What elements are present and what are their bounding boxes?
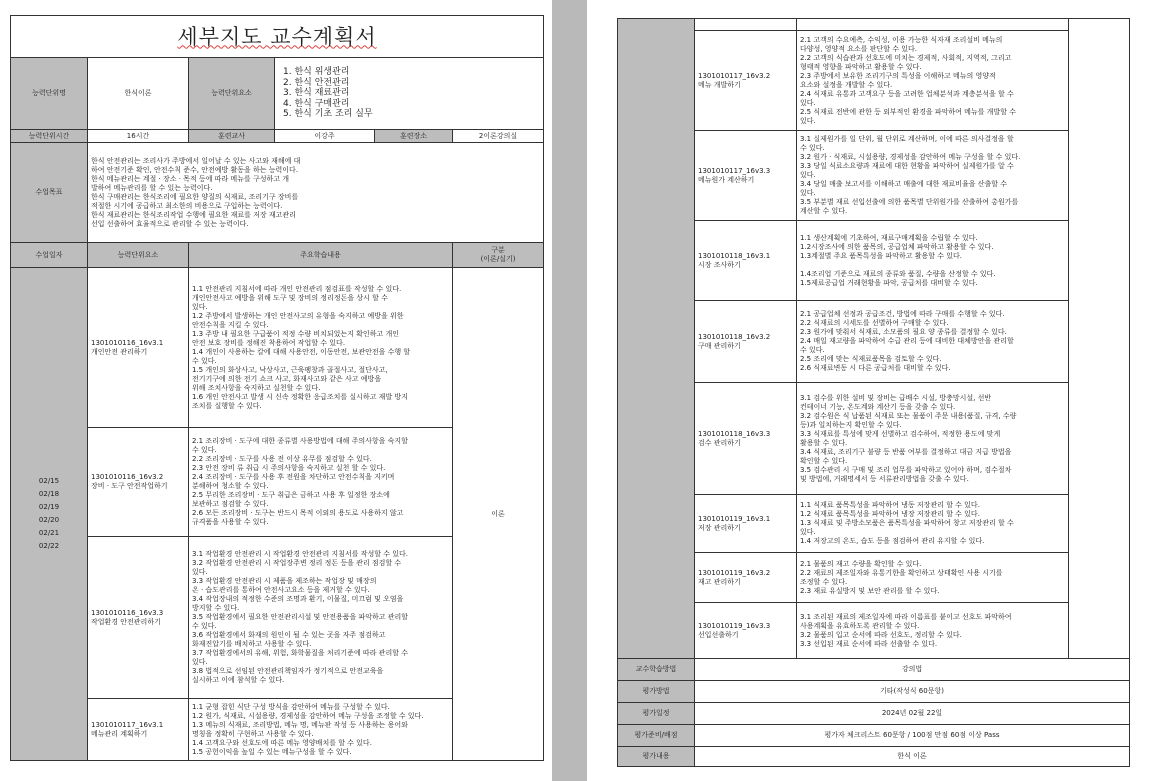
content-cell	[189, 428, 453, 537]
eval-content-value: 한식 이론	[695, 747, 1130, 767]
content-line: 있다.	[192, 658, 208, 666]
content-line: 1.1 안전관리 지침서에 따라 개인 안전관리 점검표를 작성할 수 있다.	[192, 284, 402, 293]
content-line: 안전수칙을 지킬 수 있다.	[192, 320, 269, 329]
content-line: 개인안전사고 예방을 위해 도구 및 장비의 정리정돈을 상시 할 수	[192, 293, 388, 302]
date-cell	[11, 268, 88, 761]
place-label: 훈련장소	[375, 130, 453, 143]
content-line: 등)과 일치하는지 확인할 수 있다.	[800, 420, 902, 429]
content-line: 3.2 작업환경 안전관리 시 작업장주변 정리 정돈 등을 관리 점검할 수	[192, 559, 402, 567]
goal-label: 수업목표	[11, 143, 88, 243]
element-cell: 1301010119_16v3.3 선입선출하기	[695, 603, 797, 659]
content-line: 있다.	[800, 98, 816, 107]
content-line: 2.2 조리장비 · 도구를 사용 전 이상 유무를 점검할 수 있다.	[192, 455, 372, 463]
content-cell	[797, 131, 1069, 221]
element-label: 능력단위요소	[189, 58, 275, 130]
content-cell	[189, 268, 453, 428]
eval-content-label: 평가내용	[618, 747, 695, 767]
date-item: 02/21	[38, 529, 60, 537]
content-cell	[797, 301, 1069, 383]
content-line: 3.6 작업환경에서 화재의 원인이 될 수 있는 곳을 자주 점검하고	[192, 631, 386, 639]
content-line: 2.1 조리장비 · 도구에 대한 종류별 사용방법에 대해 주의사항을 숙지할	[192, 437, 408, 445]
element-cell: 1301010116_16v3.3 작업환경 안전관리하기	[88, 537, 189, 699]
content-line: 3.2 원가 · 식재료, 시설용량, 경제성을 감안하여 메뉴 구성을 할 수 있다.	[800, 153, 1021, 161]
content-line: 1.1 생산계획에 기초하여, 재료구매계획을 수립할 수 있다.	[800, 233, 978, 242]
content-line: 1.4 고객요구와 선호도에 따른 메뉴 영양배치를 할 수 있다.	[192, 738, 372, 747]
place-value: 2이론강의실	[453, 130, 544, 143]
content-line: 조치를 실행할 수 있다.	[192, 401, 262, 410]
content-cell	[797, 603, 1069, 659]
content-line: 3.5 부분별 재료 선입선출에 의한 품목별 단위원가를 산출하여 총원가를	[800, 198, 1019, 206]
content-line: 위해 조치사항을 숙지하고 실천할 수 있다.	[192, 383, 321, 392]
lesson-plan-table-page-1	[10, 15, 544, 761]
content-line: 요소와 설정을 개발할 수 있다.	[800, 80, 893, 89]
content-line: 온 · 습도관리를 통하여 안전사고요소 등을 제거할 수 있다.	[192, 586, 370, 594]
content-line: 3.3 식재료를 특성에 맞게 선별하고 검수하여, 적정한 용도에 맞게	[800, 429, 1001, 438]
content-line: 1.6 개인 안전사고 발생 시 신속 정확한 응급조치를 실시하고 재발 방지	[192, 392, 408, 401]
method-value: 강의법	[695, 659, 1130, 681]
date-item: 02/15	[38, 477, 60, 485]
lesson-plan-table-page-2	[617, 18, 1130, 767]
content-cell	[189, 699, 453, 761]
document-title: 세부지도 교수계획서	[11, 16, 544, 58]
content-line: 2.4 식재료 유통과 고객요구 등을 고려한 업체분석과 계층분석을 할 수	[800, 89, 1014, 98]
content-line: 3.2 검수원은 식 납품된 식재료 또는 물품이 주문 내용(품질, 규격, 수량	[800, 411, 1017, 420]
eval-criteria-value: 평가자 체크리스트 60문항 / 100점 만점 60점 이상 Pass	[695, 725, 1130, 747]
content-line: 있다.	[192, 302, 208, 311]
element-cell: 1301010117_16v3.3 메뉴원가 계산하기	[695, 131, 797, 221]
content-line: 2.6 식재료변동 시 다른 공급처를 대비할 수 있다.	[800, 364, 951, 372]
type-header: 구분 (이론/실기)	[453, 243, 544, 268]
goal-line: 적절한 시기에 공급하고 최소한의 비용으로 구입하는 능력이다.	[91, 201, 283, 210]
element-cell: 1301010116_16v3.1 개인안전 관리하기	[88, 268, 189, 428]
content-line: 2.4 조리장비 · 도구를 사용 후 전원을 차단하고 안전수칙을 지키며	[192, 473, 395, 481]
unit-name-label: 능력단위명	[11, 58, 88, 130]
element-cell: 1301010116_16v3.2 장비 · 도구 안전작업하기	[88, 428, 189, 537]
date-item: 02/20	[38, 516, 60, 524]
content-line: 2.2 식재료의 시세도를 선별하여 구매할 수 있다.	[800, 319, 949, 327]
content-line: 실시하고 이에 참석할 수 있다.	[192, 676, 285, 684]
element-item: 5. 한식 기초 조리 실무	[283, 109, 373, 120]
content-line: 명칭을 정확히 구현하고 사용할 수 있다.	[192, 729, 314, 738]
content-line: 1.4조리업 기준으로 재료의 종류와 품질, 수량을 산정할 수 있다.	[800, 269, 996, 278]
content-line: 3.1 실제원가를 일 단위, 월 단위로 계산하며, 이에 따른 의사결정을 할	[800, 135, 1014, 143]
teacher-label: 훈련교사	[189, 130, 275, 143]
content-line: 3.1 조리된 재료의 제조일자에 따라 이름표를 붙이고 선호도 파악하여	[800, 612, 1012, 621]
content-line: 1.5제료공급업 거래현황을 파악, 공급처를 대비할 수 있다.	[800, 278, 978, 287]
goal-line: 하여 안전기준 확인, 안전수칙 준수, 안전예방 활동을 하는 능력이다.	[91, 165, 299, 174]
element-cell: 1301010117_16v3.1 메뉴관리 계획하기	[88, 699, 189, 761]
content-line: 사용계획을 유효하도록 관리할 수 있다.	[800, 621, 920, 630]
content-line: 전기기구에 의한 전기 쇼크 사고, 화재사고와 같은 사고 예방을	[192, 374, 382, 383]
date-item: 02/22	[38, 542, 60, 550]
content-line: 있다.	[800, 171, 816, 179]
element-cell: 1301010118_16v3.3 검수 관리하기	[695, 383, 797, 495]
goal-line: 한식 안전관리는 조리사가 주방에서 일어날 수 있는 사고와 재해에 대	[91, 156, 301, 165]
content-line: 2.1 물품의 재고 수량을 확인할 수 있다.	[800, 559, 922, 568]
hours-value: 16시간	[88, 130, 189, 143]
type-cell: 이론	[453, 268, 544, 761]
content-line: 3.4 식재료, 조리기구 불량 등 반품 여부를 결정하고 대금 지급 방법을	[800, 447, 1012, 456]
content-line: 계산할 수 있다.	[800, 207, 848, 215]
content-line: 1.2시장조사에 의한 품목의, 공급업체 파악하고 활용할 수 있다.	[800, 242, 994, 251]
content-line: 화재진압기를 배치하고 사용할 수 있다.	[192, 640, 312, 648]
eval-criteria-label: 평가준비/배점	[618, 725, 695, 747]
date-label: 수업일자	[11, 243, 88, 268]
type-continued-cell	[1069, 19, 1130, 659]
content-line: 1.3 주방 내 필요한 구급품이 적정 수량 비치되었는지 확인하고 개인	[192, 329, 399, 338]
content-line: 및 방법에, 거래명세서 등 서류관리방법을 갖출 수 있다.	[800, 474, 969, 483]
document-page-2	[587, 0, 1157, 781]
content-line: 수 있다.	[192, 446, 217, 454]
content-line: 3.3 선입된 재료 순서에 따라 선출할 수 있다.	[800, 639, 938, 648]
goal-line: 선입 선출하여 효율적으로 관리할 수 있는 능력이다.	[91, 219, 249, 228]
content-line: 안전 보호 장비를 정해진 착용하여 작업할 수 있다.	[192, 338, 346, 347]
content-line: 있다.	[800, 528, 816, 536]
content-line: 다양성, 영양적 요소를 판단할 수 있다.	[800, 44, 918, 53]
goal-line: 한식 메뉴관리는 계절 · 장소 · 목적 등에 따라 메뉴를 구성하고 개	[91, 174, 289, 183]
element-list	[275, 58, 544, 130]
content-line: 2.5 식재료 전반에 관한 등 외부적인 환경을 파악하여 메뉴를 개발할 수	[800, 107, 1016, 116]
date-item: 02/19	[38, 503, 60, 511]
content-line: 1.4 저장고의 온도, 습도 등을 점검하여 관리 유지할 수 있다.	[800, 537, 985, 545]
element-cell: 1301010119_16v3.1 저장 관리하기	[695, 495, 797, 553]
element-cell: 1301010117_16v3.2 메뉴 개발하기	[695, 31, 797, 131]
content-line: 있다.	[800, 189, 816, 197]
content-line: 3.4 작업장내의 적정한 수준의 조명과 환기, 이물질, 미끄럼 및 오염을	[192, 595, 404, 603]
content-line: 2.3 원가에 맞춰서 식재료, 소모품의 필요 양 종류를 결정할 수 있다.	[800, 328, 1007, 336]
element-item: 1. 한식 위생관리	[283, 67, 350, 78]
teacher-value: 이강주	[275, 130, 375, 143]
content-line: 3.7 작업환경에서의 유해, 위험, 화학물질을 처리기준에 따라 관리할 수	[192, 649, 408, 657]
content-line: 2.1 공급업체 선정과 공급조건, 방법에 따라 구매를 수행할 수 있다.	[800, 310, 1005, 318]
content-line: 분해하여 청소할 수 있다.	[192, 482, 269, 490]
content-line: 2.5 무리한 조리장비 · 도구 취급은 금하고 사용 후 일정한 장소에	[192, 491, 390, 499]
content-line: 2.4 매일 재고량을 파악하여 수급 관리 등에 대비한 대체방안을 관리할	[800, 337, 1014, 345]
content-line: 수 있다.	[192, 356, 217, 365]
content-line: 1.3계절별 주요 품목특성을 파악하고 활용할 수 있다.	[800, 251, 962, 260]
content-cell	[797, 383, 1069, 495]
content-line: 3.1 검수를 위한 설비 및 장비는 급배수 시설, 방충망시설, 선반	[800, 393, 992, 402]
content-line: 수 있다.	[800, 144, 825, 152]
element-item: 4. 한식 구매관리	[283, 98, 350, 109]
element-item: 2. 한식 안전관리	[283, 77, 350, 88]
goal-text	[88, 143, 544, 243]
content-line: 1.5 공헌이익을 높일 수 있는 메뉴구성을 할 수 있다.	[192, 747, 352, 756]
date-item: 02/18	[38, 490, 60, 498]
content-line: 2.5 조리에 맞는 식재료품목을 검토할 수 있다.	[800, 355, 942, 363]
content-line: 2.6 모든 조리장비 · 도구는 반드시 목적 이외의 용도로 사용하지 않고	[192, 509, 404, 517]
content-line: 3.5 작업환경에서 필요한 안전관리시설 및 안전용품을 파악하고 관리할	[192, 613, 409, 621]
content-line: 2.3 재료 유실방지 및 보안 관리를 할 수 있다.	[800, 586, 940, 595]
content-line: 3.1 작업환경 안전관리 시 작업환경 안전관리 지침서를 작성할 수 있다.	[192, 550, 408, 558]
content-line: 1.2 주방에서 발생하는 개인 안전사고의 유형을 숙지하고 예방을 위한	[192, 311, 404, 320]
content-line: 1.2 원가, 식재료, 시설용량, 경제성을 감안하여 메뉴 구성을 조정할 수 있다.	[192, 711, 424, 720]
content-line: 규격품을 사용할 수 있다.	[192, 518, 269, 526]
content-line: 수 있다.	[800, 346, 825, 354]
content-line: 3.3 작업환경 안전관리 시 제품을 제조하는 작업장 및 매장의	[192, 577, 377, 585]
content-line: 1.3 메뉴의 식재료, 조리방법, 메뉴 명, 메뉴판 작성 등 사용하는 용어와	[192, 720, 408, 729]
content-line: 형태적 영향을 파악하고 활용할 수 있다.	[800, 62, 922, 71]
date-continued-cell	[618, 19, 695, 659]
content-line: 조정할 수 있다.	[800, 577, 848, 586]
content-line: 3.2 물품의 입고 순서에 따라 선호도, 정리할 수 있다.	[800, 630, 962, 639]
eval-date-label: 평가일정	[618, 703, 695, 725]
content-line: 방지할 수 있다.	[192, 604, 240, 612]
content-header: 주요학습내용	[189, 243, 453, 268]
goal-line: 한식 재료관리는 한식조리작업 수행에 필요한 재료를 저장 재고관리	[91, 210, 296, 219]
content-line: 3.5 검수관리 시 구매 및 조리 업무를 파악하고 있어야 하며, 검수절차	[800, 465, 1012, 474]
method-label: 교수학습방법	[618, 659, 695, 681]
content-line: 컨테이너 기능, 온도계와 계산기 등을 갖출 수 있다.	[800, 402, 956, 411]
content-line: 1.2 식재료 품목특성을 파악하여 냉장 저장관리 할 수 있다.	[800, 510, 980, 518]
element-cell: 1301010118_16v3.1 시장 조사하기	[695, 221, 797, 301]
content-line: 2.2 재료의 제조일자와 유통기한을 확인하고 상태확인 사용 시기를	[800, 568, 1003, 577]
content-line: 2.1 고객의 수요예측, 수익성, 이용 가능한 식자재 조리설비 메뉴의	[800, 35, 1003, 44]
eval-date-value: 2024년 02월 22일	[695, 703, 1130, 725]
eval-method-label: 평가방법	[618, 681, 695, 703]
hours-label: 능력단위시간	[11, 130, 88, 143]
unit-name-value: 한식이론	[88, 58, 189, 130]
content-line: 활용할 수 있다.	[800, 438, 848, 447]
content-line: 2.3 주방에서 보유한 조리기구의 특성을 이해하고 메뉴의 영양적	[800, 71, 996, 80]
content-line: 2.3 안전 장비 류 취급 시 주의사항을 숙지하고 실천 할 수 있다.	[192, 464, 386, 472]
content-line: 수 있다.	[192, 622, 217, 630]
content-line: 1.5 개인의 화상사고, 낙상사고, 근육팽창과 골절사고, 절단사고,	[192, 365, 388, 374]
content-line: 3.8 법적으로 선임된 안전관리책임자가 정기적으로 안전교육을	[192, 667, 384, 675]
content-line: 확인할 수 있다.	[800, 456, 848, 465]
document-page-1	[0, 0, 552, 781]
content-cell	[797, 31, 1069, 131]
eval-method-value: 기타(작성식 60문항)	[695, 681, 1130, 703]
element-cell: 1301010118_16v3.2 구매 관리하기	[695, 301, 797, 383]
goal-line: 발하여 메뉴관리를 할 수 있는 능력이다.	[91, 183, 213, 192]
content-line: 1.1 식재료 품목특성을 파악하여 냉동 저장관리 할 수 있다.	[800, 501, 980, 509]
element-header: 능력단위요소	[88, 243, 189, 268]
content-line: 3.4 당일 매출 보고서를 이해하고 매출에 대한 재료비율을 산출할 수	[800, 180, 1007, 188]
content-line: 1.1 균형 잡힌 식단 구성 방식을 감안하여 메뉴를 구성할 수 있다.	[192, 702, 390, 711]
content-line	[800, 261, 1065, 270]
content-line: 있다.	[192, 568, 208, 576]
element-item: 3. 한식 재료관리	[283, 88, 350, 99]
content-cell	[189, 537, 453, 699]
goal-line: 한식 구매관리는 한식조리에 필요한 양질의 식재료, 조리기구 장비를	[91, 192, 299, 201]
content-line: 3.3 당일 식료소요량과 재료에 대한 현황을 파악하여 실제원가를 알 수	[800, 162, 1014, 170]
content-line: 있다.	[800, 116, 816, 125]
content-cell	[797, 221, 1069, 301]
content-cell	[797, 495, 1069, 553]
content-cell	[797, 553, 1069, 603]
content-line: 1.4 개인이 사용하는 칼에 대해 사용안전, 이동안전, 보관안전을 수행 할	[192, 347, 411, 356]
content-line: 보관하고 점검할 수 있다.	[192, 500, 269, 508]
element-cell: 1301010119_16v3.2 재고 관리하기	[695, 553, 797, 603]
content-line: 2.2 고객의 식습관과 선호도에 미치는 경제적, 사회적, 지역적, 그리고	[800, 53, 1012, 62]
content-line: 1.3 식재료 및 주방소모품은 품목특성을 파악하여 창고 저장관리 할 수	[800, 519, 1014, 527]
